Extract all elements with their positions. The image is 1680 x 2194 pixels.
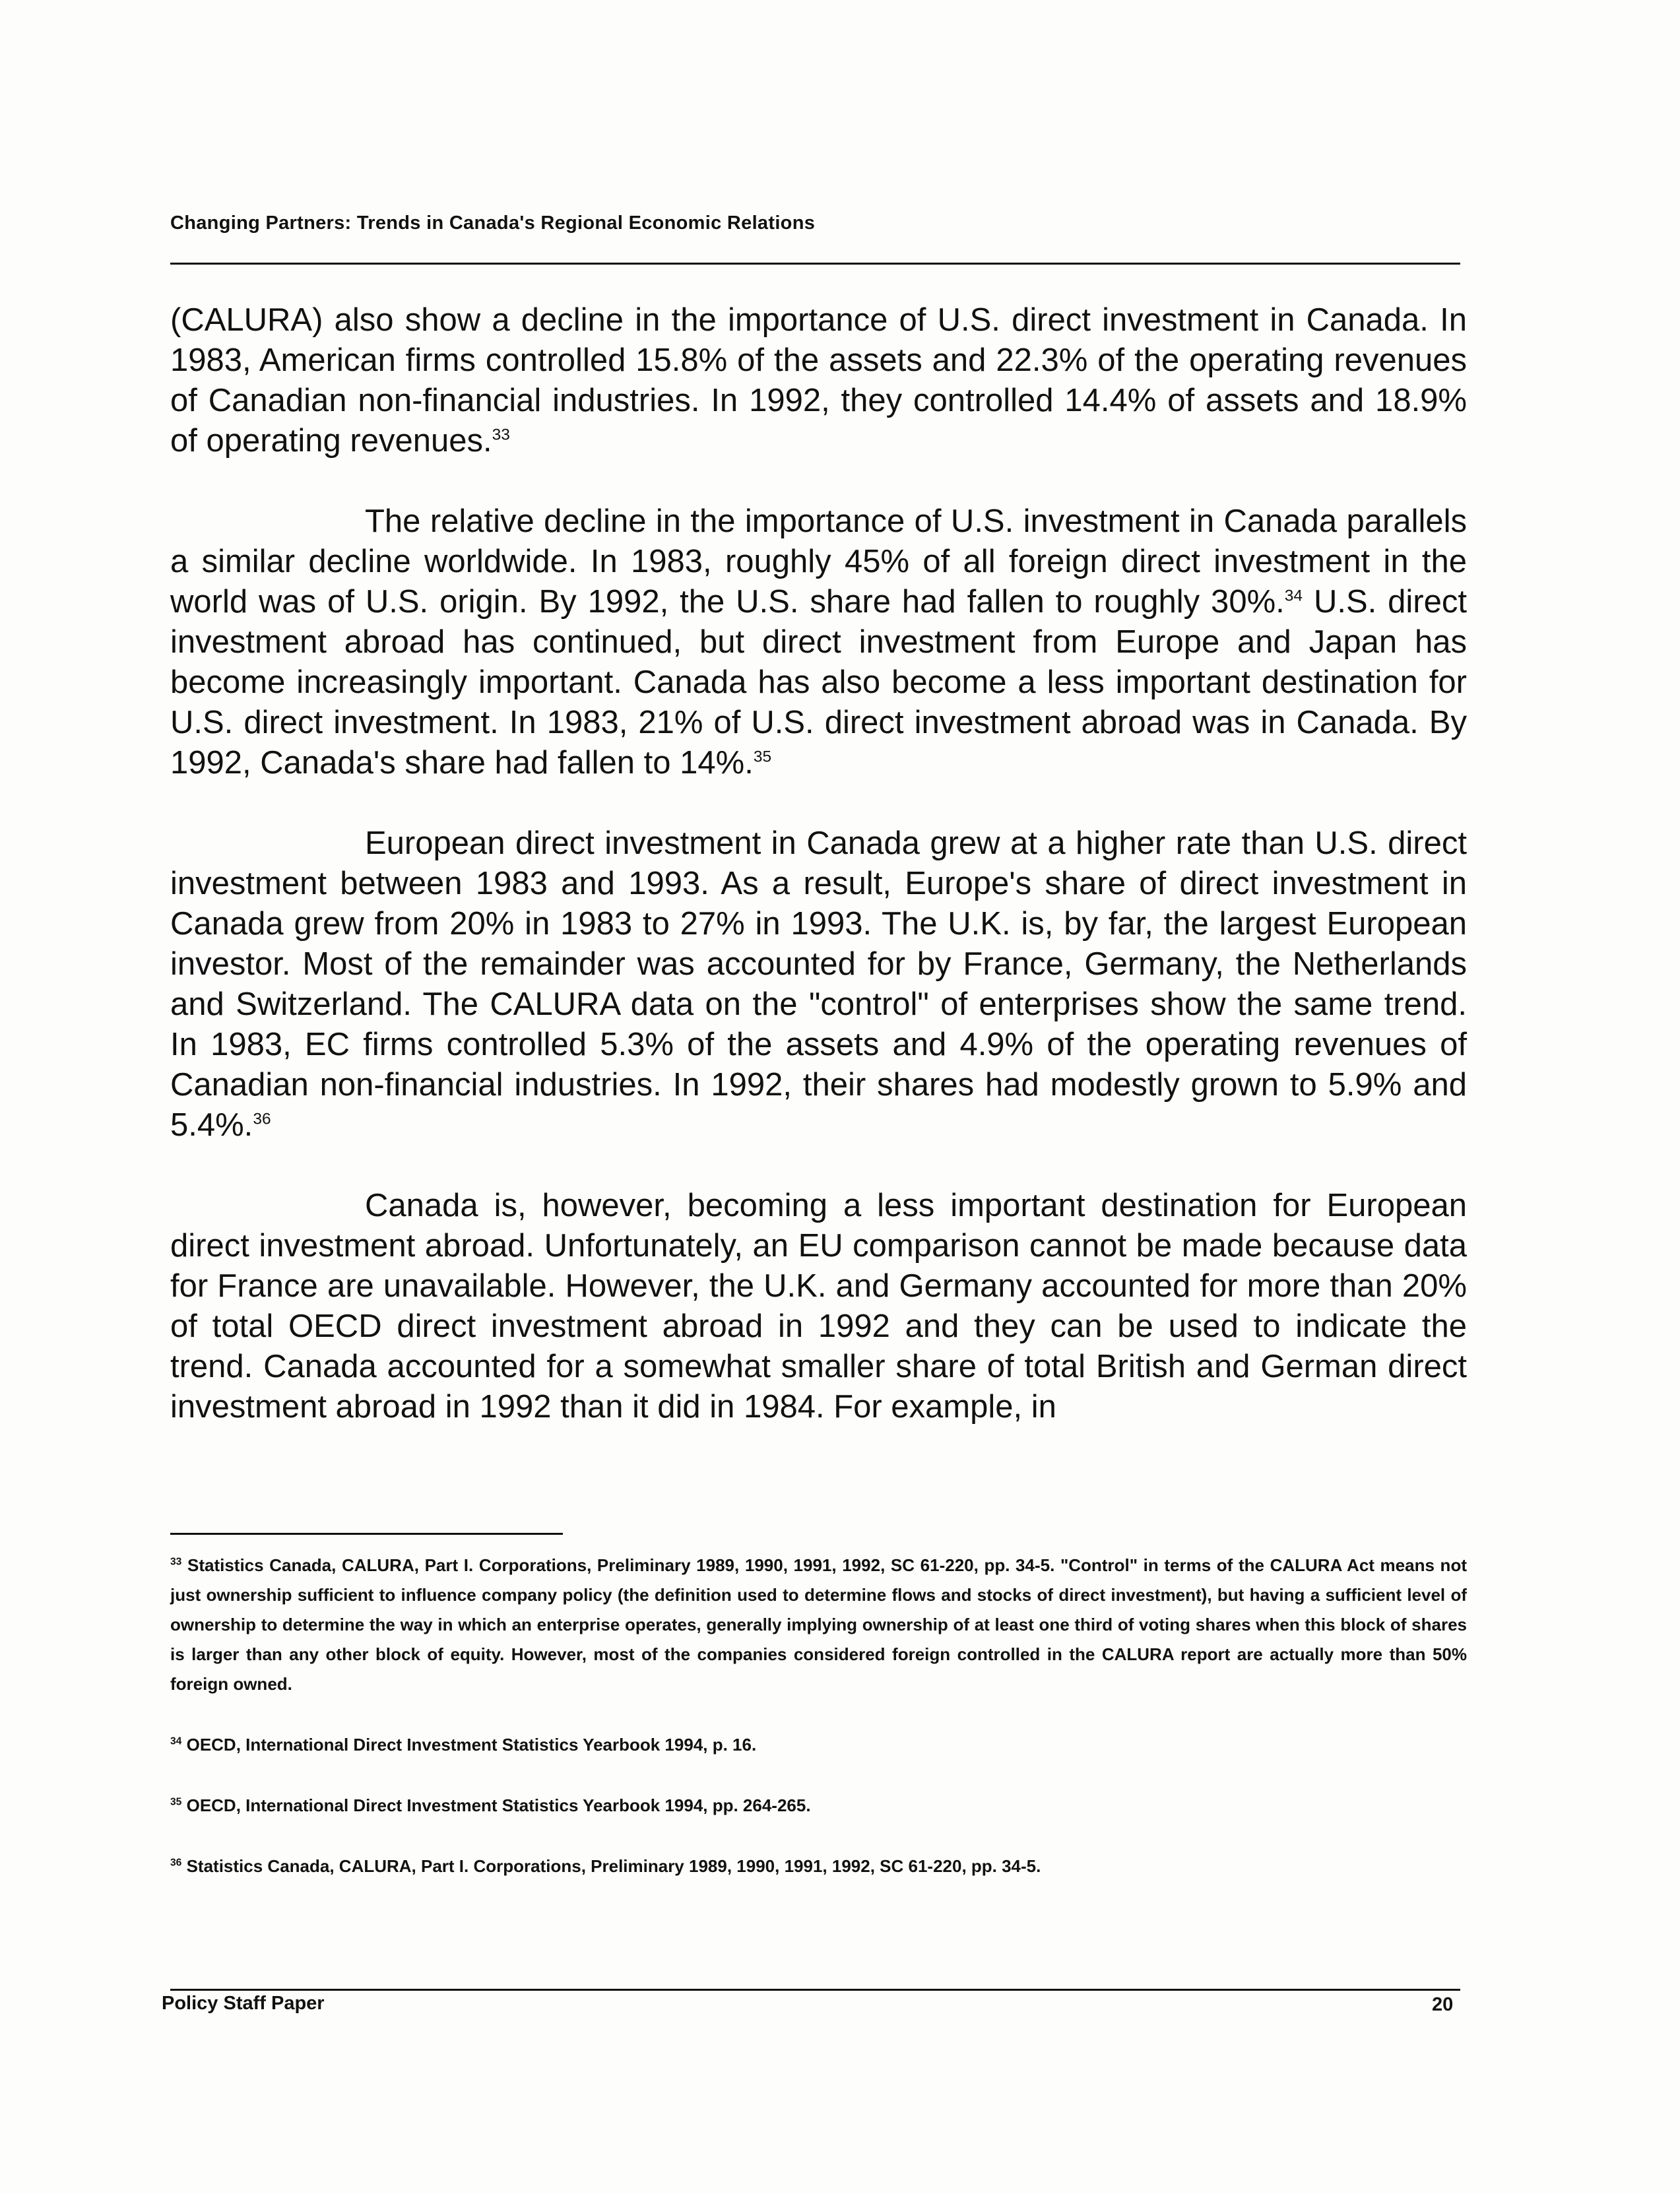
footnotes	[170, 1551, 1467, 1912]
footnote-ref-35: 35	[753, 748, 772, 766]
paragraph-2-text-a: The relative decline in the importance of U.S. investment in Canada parallels a similar decline worldwide. In 1983, roughly 45% of all foreign direct investment in the world was of U.S. origin. By 1992, the U.S. share had fallen to roughly 30%.	[170, 503, 1467, 620]
paragraph-3-text: European direct investment in Canada grew at a higher rate than U.S. direct investment between 1983 and 1993. As a result, Europe's share of direct investment in Canada grew from 20% in 1983 to 27% in 1993. The U.K. is, by far, the largest European investor. Most of the remainder was accounted for by France, Germany, the Netherlands and Switzerland. The CALURA data on the "control" of enterprises show the same trend. In 1983, EC firms controlled 5.3% of the assets and 4.9% of the operating revenues of Canadian non-financial industries. In 1992, their shares had modestly grown to 5.9% and 5.4%.	[170, 825, 1467, 1143]
footnote-number: 33	[170, 1556, 182, 1568]
paragraph-3	[170, 823, 1467, 1145]
running-header: Changing Partners: Trends in Canada's Regional Economic Relations	[170, 212, 816, 234]
footnote-ref-34: 34	[1284, 587, 1303, 605]
paragraph-1-text: (CALURA) also show a decline in the importance of U.S. direct investment in Canada. In 1983, American firms controlled 15.8% of the assets and 22.3% of the operating revenues of Canadian non-financial industries. In 1992, they controlled 14.4% of assets and 18.9% of operating revenues.	[170, 302, 1467, 459]
footnote-text: Statistics Canada, CALURA, Part I. Corporations, Preliminary 1989, 1990, 1991, 1992, SC 61-220, pp. 34-5.	[186, 1856, 1041, 1876]
footnote-36	[170, 1852, 1467, 1881]
body-text	[170, 300, 1467, 1468]
footnote-number: 34	[170, 1735, 182, 1747]
footnote-number: 36	[170, 1857, 182, 1869]
footnote-ref-33: 33	[492, 426, 510, 444]
footnote-text: OECD, International Direct Investment Statistics Yearbook 1994, pp. 264-265.	[186, 1795, 811, 1815]
footnote-34	[170, 1730, 1467, 1760]
paragraph-2	[170, 501, 1467, 783]
paragraph-2-text-b: U.S. direct investment abroad has continued, but direct investment from Europe and Japan has become increasingly important. Canada has also become a less important destination for U.S. direct investment. In 1983, 21% of U.S. direct investment abroad was in Canada. By 1992, Canada's share had fallen to 14%.	[170, 584, 1467, 781]
header-rule	[170, 263, 1460, 265]
footnote-text: Statistics Canada, CALURA, Part I. Corporations, Preliminary 1989, 1990, 1991, 1992, SC 61-220, pp. 34-5. "Control" in terms of the CALURA Act means not just ownership sufficient to influence company policy (the definition used to determine flows and stocks of direct investment), but having a sufficient level of ownership to determine the way in which an enterprise operates, generally implying ownership of at least one third of voting shares when this block of shares is larger than any other block of equity. However, most of the companies considered foreign controlled in the CALURA report are actually more than 50% foreign owned.	[170, 1555, 1467, 1694]
footnote-number: 35	[170, 1796, 182, 1808]
paragraph-4	[170, 1186, 1467, 1427]
footnote-text: OECD, International Direct Investment Statistics Yearbook 1994, p. 16.	[186, 1735, 757, 1755]
footnote-rule	[170, 1533, 563, 1535]
footnote-35	[170, 1791, 1467, 1821]
paragraph-4-text: Canada is, however, becoming a less important destination for European direct investment abroad. Unfortunately, an EU comparison cannot be made because data for France are unavailable. However, the U.K. and Germany accounted for more than 20% of total OECD direct investment abroad in 1992 and they can be used to indicate the trend. Canada accounted for a somewhat smaller share of total British and German direct investment abroad in 1992 than it did in 1984. For example, in	[170, 1188, 1467, 1425]
paragraph-1	[170, 300, 1467, 461]
footer-rule	[170, 1989, 1460, 1991]
footnote-33	[170, 1551, 1467, 1699]
footer-series-title: Policy Staff Paper	[162, 1993, 325, 2014]
footnote-ref-36: 36	[253, 1110, 271, 1128]
page-number: 20	[1432, 1994, 1454, 2015]
